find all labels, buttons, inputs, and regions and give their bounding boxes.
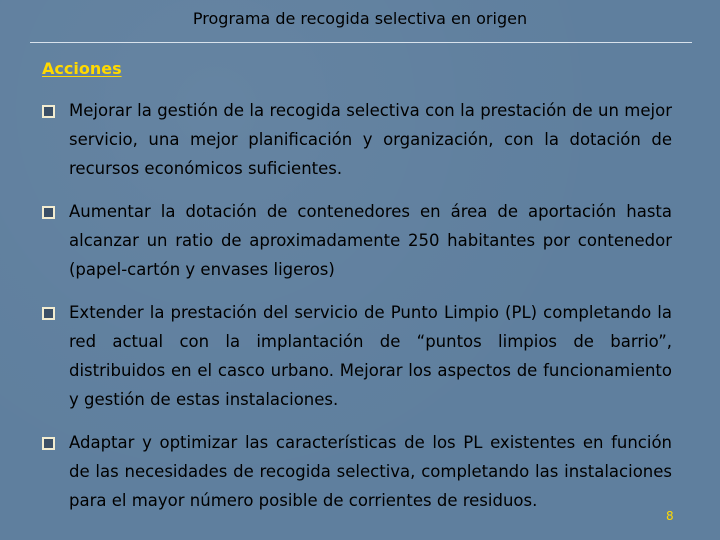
bullet-text: Aumentar la dotación de contenedores en área de aportación hasta alcanzar un ratio de aproximadamente 250 habitantes por contenedor (papel-cartón y envases ligeros) — [69, 202, 672, 279]
bullet-item — [42, 298, 672, 414]
slide-title: Programa de recogida selectiva en origen — [192, 9, 528, 28]
square-checkbox-icon — [42, 105, 55, 118]
bullet-text: Adaptar y optimizar las características de los PL existentes en función de las necesidades de recogida selectiva, completando las instalaciones para el mayor número posible de corrientes de residuos. — [69, 433, 672, 510]
bullet-text: Extender la prestación del servicio de Punto Limpio (PL) completando la red actual con la implantación de “puntos limpios de barrio”, distribuidos en el casco urbano. Mejorar los aspectos de funcionamiento y gestión de estas instalaciones. — [69, 303, 672, 409]
page-number: 8 — [666, 509, 674, 523]
square-checkbox-icon — [42, 307, 55, 320]
bullet-item — [42, 428, 672, 515]
bullet-item — [42, 96, 672, 183]
title-divider — [30, 42, 692, 43]
bullet-text: Mejorar la gestión de la recogida selectiva con la prestación de un mejor servicio, una mejor planificación y organización, con la dotación de recursos económicos suficientes. — [69, 101, 672, 178]
bullet-item — [42, 197, 672, 284]
section-heading: Acciones — [42, 59, 122, 78]
square-checkbox-icon — [42, 437, 55, 450]
square-checkbox-icon — [42, 206, 55, 219]
bullet-list — [42, 96, 672, 529]
